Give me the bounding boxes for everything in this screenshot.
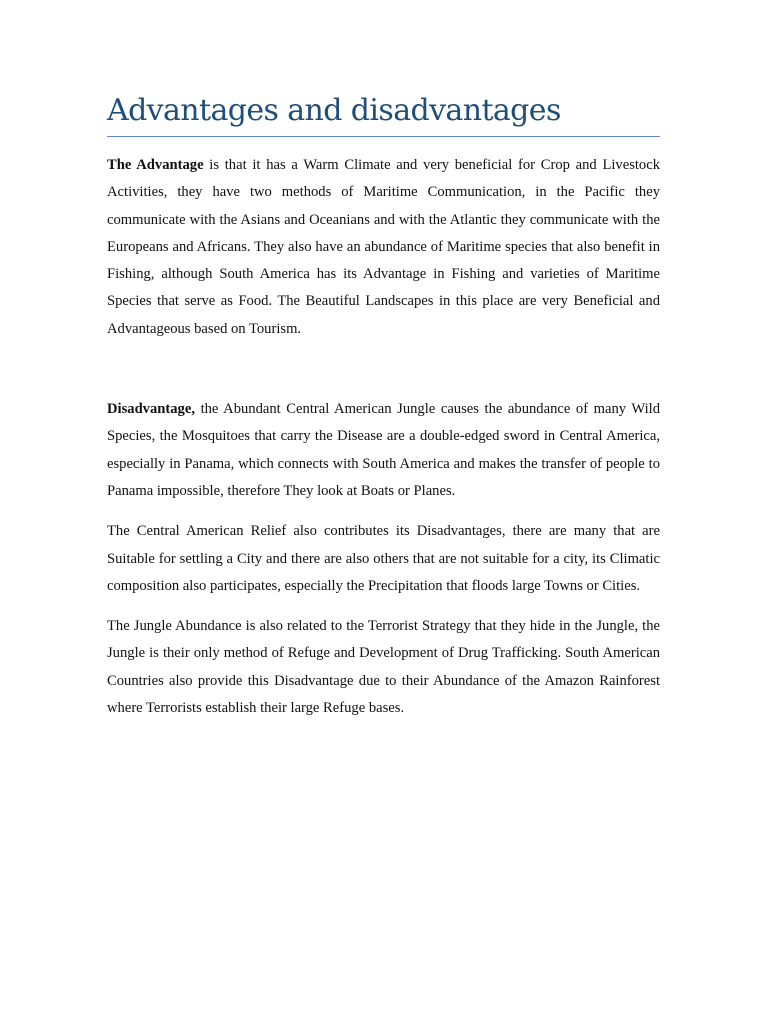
paragraph-text: is that it has a Warm Climate and very beneficial for Crop and Livestock Activities, they have two methods of Maritime Communication, in the Pacific they communicate with the Asians and Oceanians and with the Atlantic they communicate with the Europeans and Africans. They also have an abundance of Maritime species that also benefit in Fishing, although South America has its Advantage in Fishing and varieties of Maritime Species that serve as Food. The Beautiful Landscapes in this place are very Beneficial and Advantageous based on Tourism. <box>107 157 661 337</box>
paragraph-text: the Abundant Central American Jungle causes the abundance of many Wild Species, the Mosquitoes that carry the Disease are a double-edged sword in Central America, especially in Panama, which connects with South America and makes the transfer of people to Panama impossible, therefore They look at Boats or Planes. <box>107 401 660 499</box>
paragraph-jungle: The Jungle Abundance is also related to the Terrorist Strategy that they hide in the Jungle, the Jungle is their only method of Refuge and Development of Drug Trafficking. South American Countries also provide this Disadvantage due to their Abundance of the Amazon Rainforest where Terrorists establish their large Refuge bases. <box>107 618 660 717</box>
paragraph-advantage <box>107 152 660 343</box>
paragraph-disadvantage <box>107 396 660 505</box>
paragraph-lead-disadvantage: Disadvantage, <box>107 401 195 418</box>
paragraph-lead-advantage: The Advantage <box>107 157 204 173</box>
paragraph-relief: The Central American Relief also contributes its Disadvantages, there are many that are Suitable for settling a City and there are also others that are not suitable for a city, its Climatic composition also participates, especially the Precipitation that floods large Towns or Cities. <box>107 523 660 594</box>
document-page <box>107 92 660 722</box>
document-title: Advantages and disadvantages <box>107 92 660 137</box>
